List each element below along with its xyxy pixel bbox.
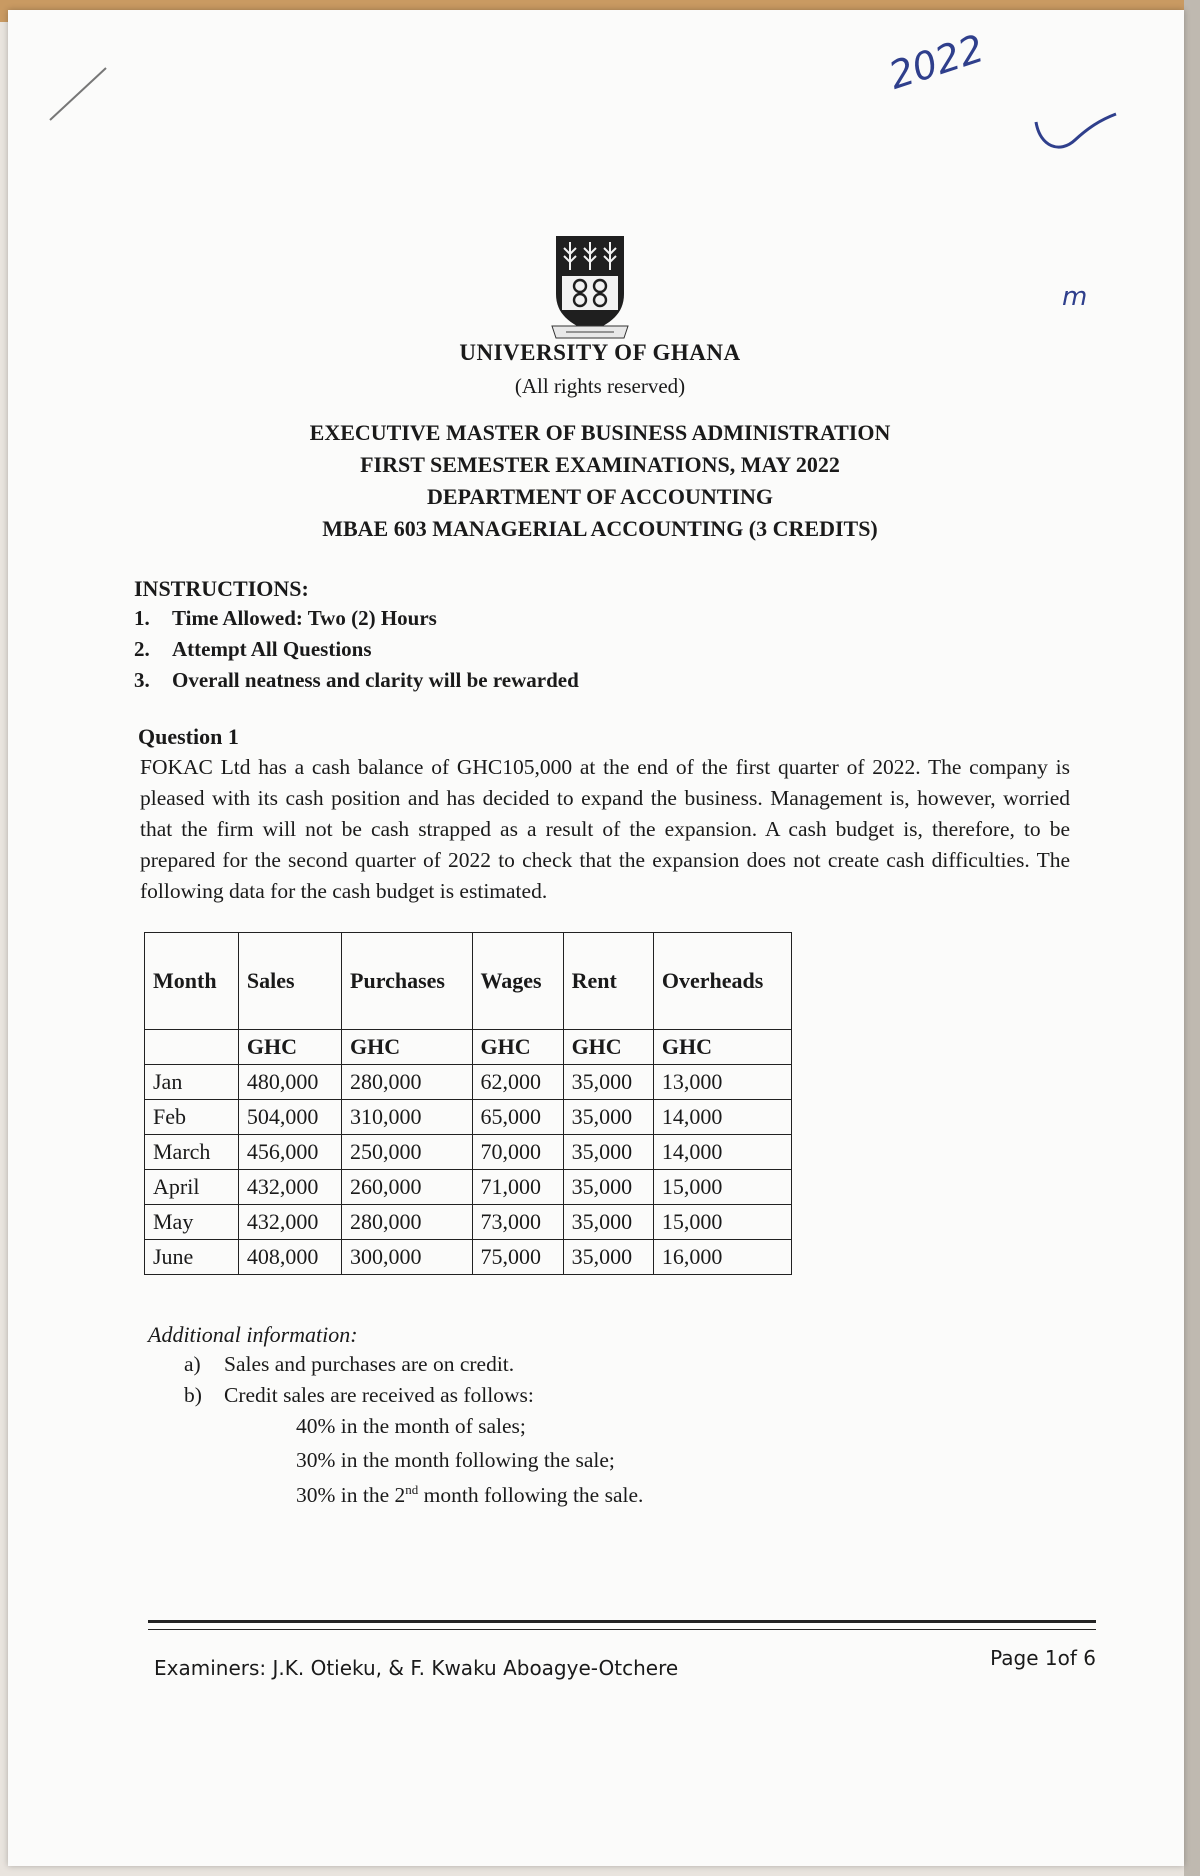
- programme-title: EXECUTIVE MASTER OF BUSINESS ADMINISTRATION: [309, 420, 891, 445]
- column-header: Wages: [472, 933, 563, 1030]
- page-number: Page 1of 6: [990, 1646, 1096, 1670]
- additional-info-list: [184, 1352, 534, 1414]
- receipt-term: 30% in the month following the sale;: [296, 1448, 615, 1472]
- table-row: April 432,000 260,000 71,000 35,000 15,000: [145, 1170, 792, 1205]
- list-item: b) Credit sales are received as follows:: [184, 1383, 534, 1407]
- list-item: a) Sales and purchases are on credit.: [184, 1352, 515, 1376]
- instruction-item: 1. Time Allowed: Two (2) Hours: [134, 606, 437, 630]
- instructions-heading: INSTRUCTIONS:: [134, 576, 309, 601]
- paper-right-edge: [1184, 0, 1200, 1876]
- examiners-line: Examiners: J.K. Otieku, & F. Kwaku Aboagye-Otchere: [154, 1656, 679, 1680]
- rights-notice: (All rights reserved): [514, 374, 686, 398]
- university-name: UNIVERSITY OF GHANA: [459, 340, 741, 365]
- column-header: Month: [145, 933, 239, 1030]
- university-crest-logo: [550, 232, 630, 342]
- handwritten-tick-mark: [1030, 92, 1120, 162]
- table-row: June 408,000 300,000 75,000 35,000 16,000: [145, 1240, 792, 1275]
- exam-title: FIRST SEMESTER EXAMINATIONS, MAY 2022: [360, 452, 840, 477]
- table-row: May 432,000 280,000 73,000 35,000 15,000: [145, 1205, 792, 1240]
- cash-budget-table: [144, 932, 792, 1275]
- instruction-item: 2. Attempt All Questions: [134, 637, 372, 661]
- table-header-row: [145, 933, 792, 1030]
- handwritten-year: 2022: [883, 26, 990, 98]
- course-title: MBAE 603 MANAGERIAL ACCOUNTING (3 CREDITS): [322, 516, 878, 541]
- receipt-term: 30% in the 2nd month following the sale.: [296, 1482, 644, 1508]
- column-header: Purchases: [342, 933, 472, 1030]
- column-header: Sales: [238, 933, 341, 1030]
- footer-divider: [148, 1620, 1096, 1630]
- pencil-mark: [48, 64, 108, 124]
- receipt-term: 40% in the month of sales;: [296, 1414, 526, 1438]
- handwritten-initial: m: [1062, 282, 1088, 312]
- instructions-list: [134, 606, 579, 699]
- instruction-item: 3. Overall neatness and clarity will be rewarded: [134, 668, 579, 692]
- column-header: Rent: [563, 933, 653, 1030]
- table-row: Jan 480,000 280,000 62,000 35,000 13,000: [145, 1065, 792, 1100]
- question-heading: Question 1: [138, 724, 239, 749]
- column-header: Overheads: [653, 933, 791, 1030]
- table-units-row: GHC GHC GHC GHC GHC: [145, 1030, 792, 1065]
- additional-info-heading: Additional information:: [148, 1322, 358, 1347]
- table-row: March 456,000 250,000 70,000 35,000 14,000: [145, 1135, 792, 1170]
- department-title: DEPARTMENT OF ACCOUNTING: [427, 484, 773, 509]
- table-row: Feb 504,000 310,000 65,000 35,000 14,000: [145, 1100, 792, 1135]
- question-body: FOKAC Ltd has a cash balance of GHC105,000 at the end of the first quarter of 2022. The company is pleased with its cash position and has decided to expand the business. Management is, however, worried that the firm will not be cash strapped as a result of the expansion. A cash budget is, therefore, to be prepared for the second quarter of 2022 to check that the expansion does not create cash difficulties. The following data for the cash budget is estimated.: [140, 755, 1070, 903]
